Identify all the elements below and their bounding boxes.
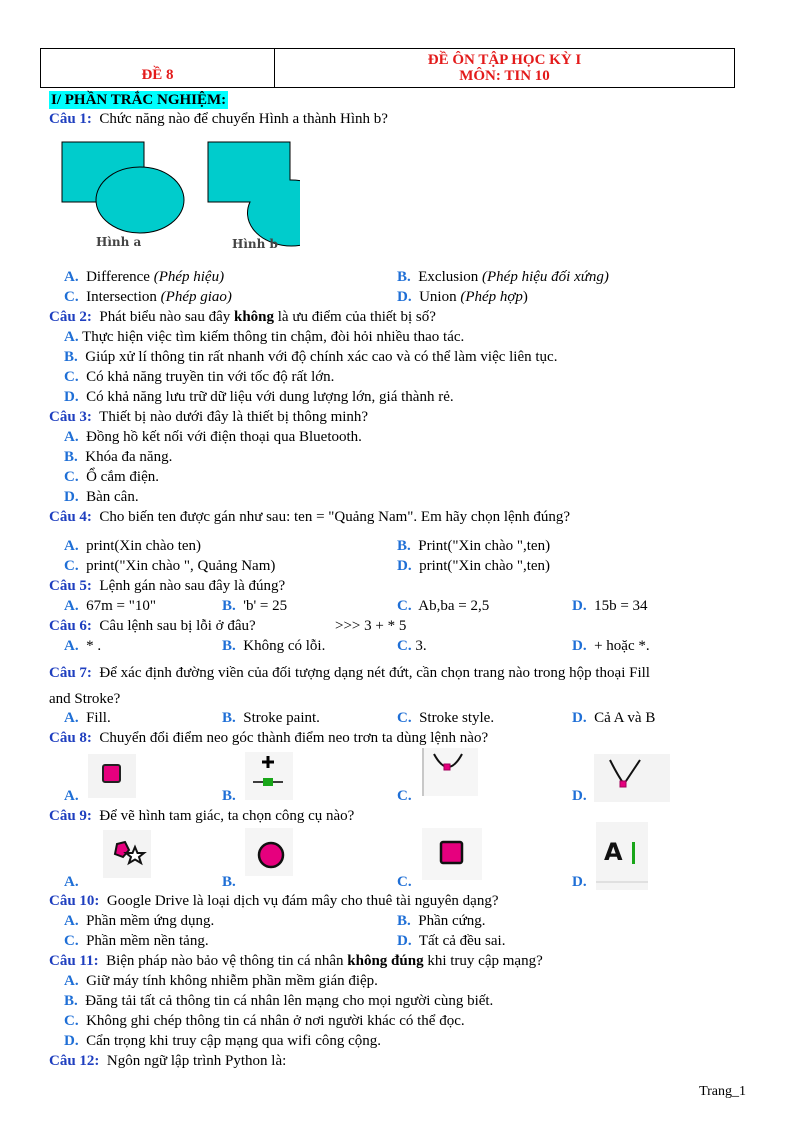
q1-option-a: A. Difference (Phép hiệu) [64,269,225,285]
fig-b-shape [208,142,300,246]
q6-option-b: B. Không có lỗi. [222,638,326,654]
section-heading: I/ PHẦN TRẮC NGHIỆM: [51,92,227,108]
q4-option-b: B. Print("Xin chào ",ten) [397,538,551,554]
question-4: Câu 4: Cho biến ten được gán như sau: ten = "Quảng Nam". Em hãy chọn lệnh đúng? [49,509,571,525]
fig-b-label: Hình b [232,237,278,251]
q7-option-d: D. Cả A và B [572,710,656,726]
question-3: Câu 3: Thiết bị nào dưới đây là thiết bị thông minh? [49,409,369,425]
q5-option-c: C. Ab,ba = 2,5 [397,598,490,614]
q1-option-d: D. Union (Phép hợp) [397,289,528,305]
rectangle-tool-icon [88,754,136,798]
question-6: Câu 6: Câu lệnh sau bị lỗi ở đâu? [49,618,256,634]
q11-option-c: C. Không ghi chép thông tin cá nhân ở nơi người khác có thể đọc. [64,1013,465,1029]
exam-code: ĐỀ 8 [41,49,275,87]
q11-option-d: D. Cẩn trọng khi truy cập mạng qua wifi công cộng. [64,1033,382,1049]
fig-a-ellipse [96,167,184,233]
q3-option-a: A. Đồng hồ kết nối với điện thoại qua Bluetooth. [64,429,362,445]
page-number: Trang_1 [699,1084,746,1099]
q8-option-d: D. [572,788,587,804]
q7-option-c: C. Stroke style. [397,710,495,726]
q6-option-a: A. * . [64,638,102,654]
q4-option-a: A. print(Xin chào ten) [64,538,202,554]
question-2: Câu 2: Phát biểu nào sau đây không là ưu điểm của thiết bị số? [49,309,436,325]
header-table [40,48,735,88]
q7-option-a: A. Fill. [64,710,111,726]
q2-option-a: A. Thực hiện việc tìm kiếm thông tin chậm, đòi hỏi nhiều thao tác. [64,329,465,345]
text-tool-icon [596,822,648,890]
exam-title [275,49,734,87]
square-tool-icon [422,828,482,880]
q1-option-b: B. Exclusion (Phép hiệu đối xứng) [397,269,609,285]
q10-option-c: C. Phần mềm nền tảng. [64,933,209,949]
title-line-1: ĐỀ ÔN TẬP HỌC KỲ I [427,52,582,68]
q9-option-d: D. [572,874,587,890]
q3-option-b: B. Khóa đa năng. [64,449,173,465]
q3-option-c: C. Ổ cắm điện. [64,469,159,485]
q1-option-c: C. Intersection (Phép giao) [64,289,232,305]
q3-option-d: D. Bàn cân. [64,489,139,505]
svg-text:A: A [604,838,623,866]
q5-option-b: B. 'b' = 25 [222,598,288,614]
q5-option-a: A. 67m = "10" [64,598,156,614]
q2-option-c: C. Có khả năng truyền tin với tốc độ rất lớn. [64,369,335,385]
q5-option-d: D. 15b = 34 [572,598,648,614]
cusp-node-icon [594,754,670,802]
smooth-node-icon [422,748,478,796]
q10-option-a: A. Phần mềm ứng dụng. [64,913,215,929]
star-polygon-tool-icon [103,830,151,878]
q8-option-c: C. [397,788,412,804]
q4-option-c: C. print("Xin chào ", Quảng Nam) [64,558,276,574]
title-line-2: MÔN: TIN 10 [459,68,550,84]
q2-option-d: D. Có khả năng lưu trữ dữ liệu với dung lượng lớn, giá thành rẻ. [64,389,454,405]
q10-option-b: B. Phần cứng. [397,913,486,929]
q11-option-a: A. Giữ máy tính không nhiễm phần mềm gián điệp. [64,973,378,989]
question-7: Câu 7: Để xác định đường viền của đối tượng dạng nét đứt, cần chọn trang nào trong hộp thoại Fill [49,665,650,681]
q4-option-d: D. print("Xin chào ",ten) [397,558,551,574]
fig-a-label: Hình a [96,235,142,249]
question-9: Câu 9: Để vẽ hình tam giác, ta chọn công cụ nào? [49,808,355,824]
q9-option-c: C. [397,874,412,890]
q9-option-b: B. [222,874,236,890]
q6-option-c: C. 3. [397,638,427,654]
question-5: Câu 5: Lệnh gán nào sau đây là đúng? [49,578,286,594]
question-1: Câu 1: Chức năng nào để chuyển Hình a thành Hình b? [49,111,388,127]
question-11: Câu 11: Biện pháp nào bảo vệ thông tin cá nhân không đúng khi truy cập mạng? [49,953,543,969]
q6-code: >>> 3 + * 5 [335,618,407,634]
q8-option-a: A. [64,788,79,804]
q2-option-b: B. Giúp xử lí thông tin rất nhanh với độ chính xác cao và có thể làm việc liên tục. [64,349,558,365]
q11-option-b: B. Đăng tải tất cả thông tin cá nhân lên mạng cho mọi người cùng biết. [64,993,494,1009]
question-12: Câu 12: Ngôn ngữ lập trình Python là: [49,1053,287,1069]
q9-option-a: A. [64,874,79,890]
q10-option-d: D. Tất cả đều sai. [397,933,506,949]
q8-option-b: B. [222,788,236,804]
q7-option-b: B. Stroke paint. [222,710,320,726]
question-8: Câu 8: Chuyển đổi điểm neo góc thành điểm neo trơn ta dùng lệnh nào? [49,730,489,746]
figure-shapes [60,140,300,255]
ellipse-tool-icon [245,828,293,876]
question-10: Câu 10: Google Drive là loại dịch vụ đám mây cho thuê tài nguyên dạng? [49,893,499,909]
insert-node-icon [245,752,293,800]
q6-option-d: D. + hoặc *. [572,638,650,654]
question-7-cont: and Stroke? [49,691,121,707]
